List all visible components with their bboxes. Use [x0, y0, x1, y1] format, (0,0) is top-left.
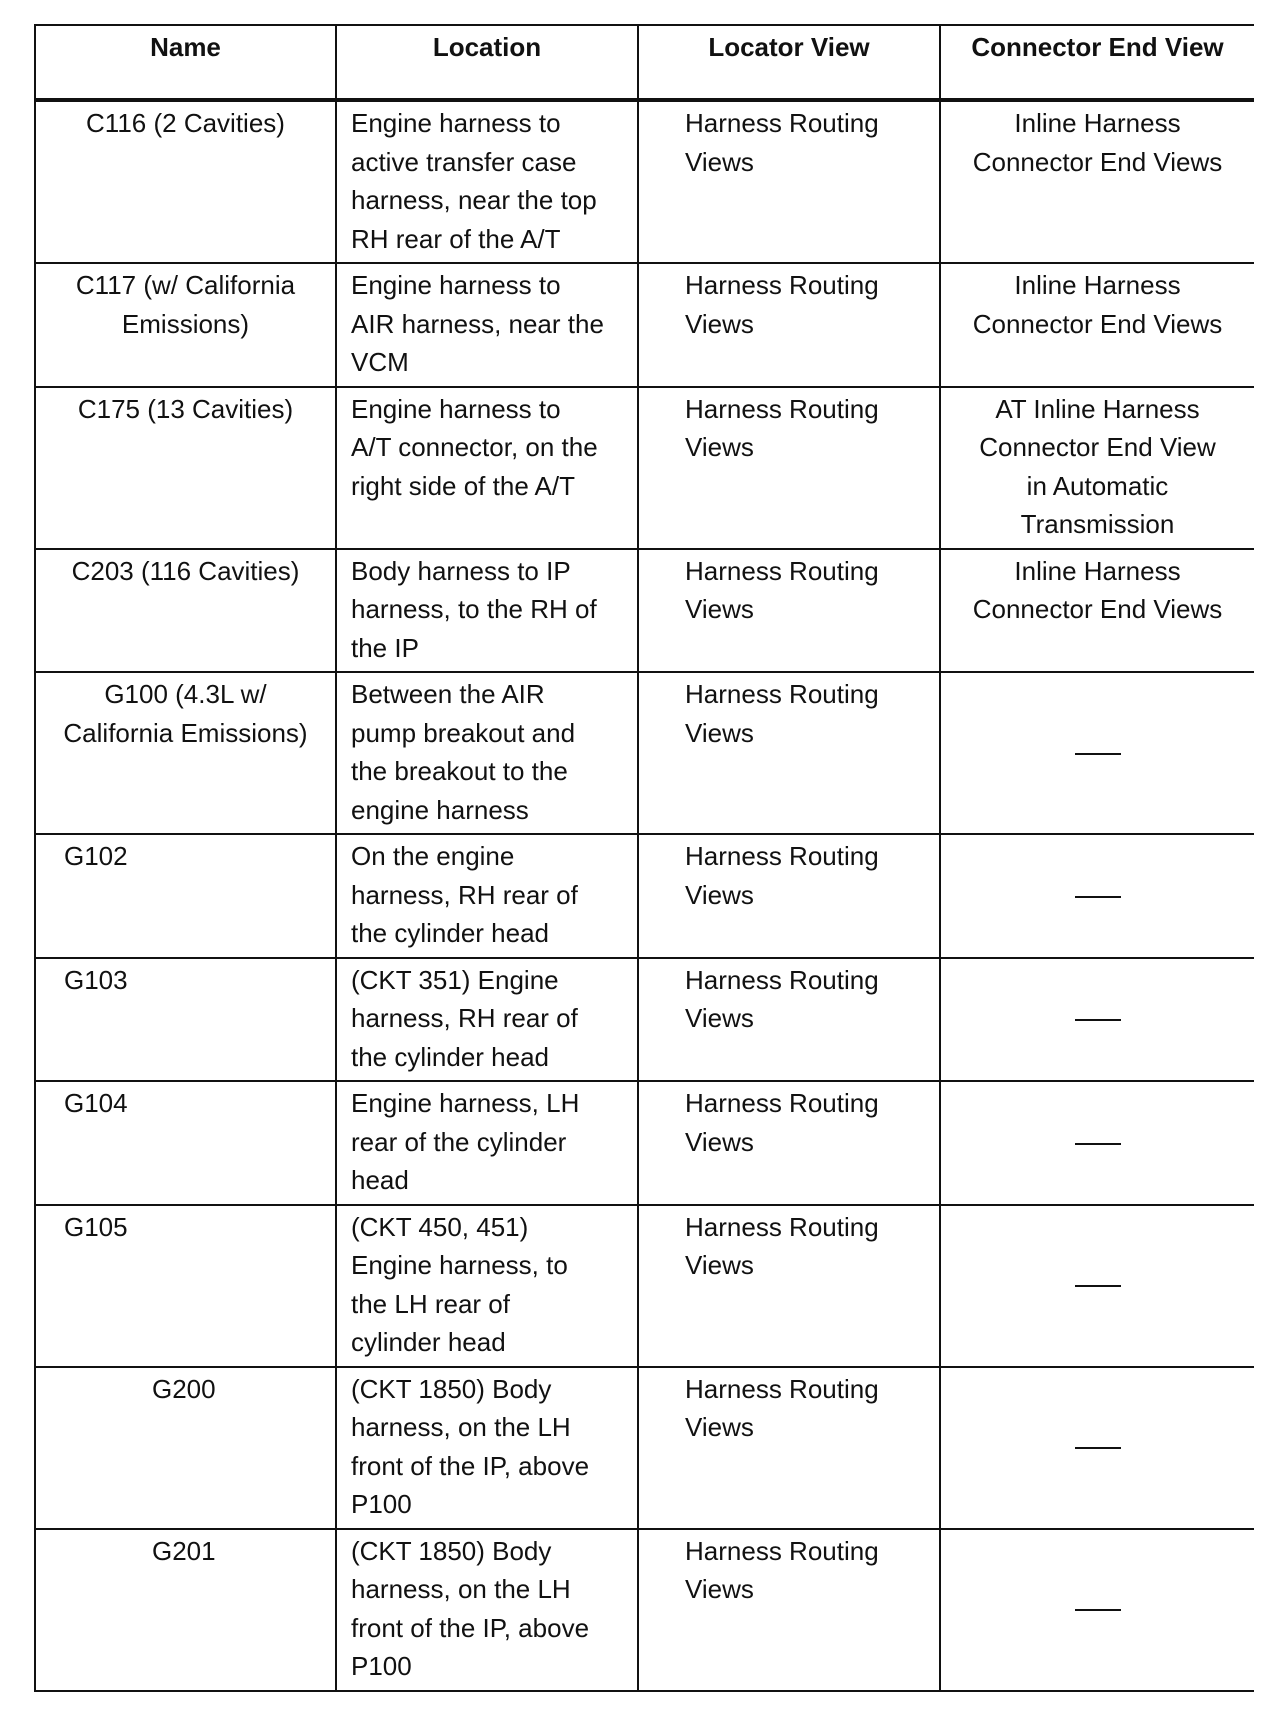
connector-end-view-cell	[940, 1205, 1254, 1367]
location-cell: Engine harness to AIR harness, near the VCM	[336, 263, 638, 387]
table-row	[35, 263, 1254, 387]
locator-view-cell: Harness Routing Views	[638, 1529, 940, 1691]
locator-view-cell: Harness Routing Views	[638, 1205, 940, 1367]
table-row	[35, 1529, 1254, 1691]
locator-view-cell: Harness Routing Views	[638, 263, 940, 387]
location-cell: Engine harness to A/T connector, on the right side of the A/T	[336, 387, 638, 549]
locator-view-cell: Harness Routing Views	[638, 1081, 940, 1205]
em-dash	[1075, 1285, 1121, 1287]
name-cell: G102	[35, 834, 336, 958]
location-cell: (CKT 450, 451) Engine harness, to the LH rear of cylinder head	[336, 1205, 638, 1367]
locator-view-cell: Harness Routing Views	[638, 1367, 940, 1529]
name-cell: C116 (2 Cavities)	[35, 100, 336, 263]
name-cell: G104	[35, 1081, 336, 1205]
connector-end-view-cell	[940, 672, 1254, 834]
locator-view-cell: Harness Routing Views	[638, 834, 940, 958]
em-dash	[1075, 1143, 1121, 1145]
connector-end-view-cell: Inline Harness Connector End Views	[940, 263, 1254, 387]
table-row	[35, 549, 1254, 673]
em-dash	[1075, 1447, 1121, 1449]
table-row	[35, 672, 1254, 834]
connector-end-view-cell: Inline Harness Connector End Views	[940, 549, 1254, 673]
name-cell: G201	[35, 1529, 336, 1691]
locator-view-cell: Harness Routing Views	[638, 672, 940, 834]
table-row	[35, 1081, 1254, 1205]
connector-end-view-cell	[940, 1529, 1254, 1691]
em-dash	[1075, 896, 1121, 898]
connector-end-view-cell	[940, 1367, 1254, 1529]
location-cell: (CKT 351) Engine harness, RH rear of the cylinder head	[336, 958, 638, 1082]
location-cell: (CKT 1850) Body harness, on the LH front of the IP, above P100	[336, 1529, 638, 1691]
name-cell: G103	[35, 958, 336, 1082]
table-row	[35, 1367, 1254, 1529]
locator-view-cell: Harness Routing Views	[638, 100, 940, 263]
document-page	[34, 24, 1254, 1724]
table-row	[35, 100, 1254, 263]
header-connector-end-view: Connector End View	[940, 25, 1254, 100]
location-cell: On the engine harness, RH rear of the cylinder head	[336, 834, 638, 958]
connector-end-view-cell	[940, 958, 1254, 1082]
table-row	[35, 834, 1254, 958]
name-cell: C175 (13 Cavities)	[35, 387, 336, 549]
name-cell: G100 (4.3L w/ California Emissions)	[35, 672, 336, 834]
table-row	[35, 958, 1254, 1082]
location-cell: Body harness to IP harness, to the RH of the IP	[336, 549, 638, 673]
name-cell: C117 (w/ California Emissions)	[35, 263, 336, 387]
connector-end-view-cell	[940, 834, 1254, 958]
harness-components-table	[34, 24, 1254, 1692]
table-row	[35, 1205, 1254, 1367]
em-dash	[1075, 1019, 1121, 1021]
name-cell: C203 (116 Cavities)	[35, 549, 336, 673]
header-locator-view: Locator View	[638, 25, 940, 100]
location-cell: Engine harness to active transfer case harness, near the top RH rear of the A/T	[336, 100, 638, 263]
header-location: Location	[336, 25, 638, 100]
name-cell: G200	[35, 1367, 336, 1529]
location-cell: Between the AIR pump breakout and the breakout to the engine harness	[336, 672, 638, 834]
connector-end-view-cell: Inline Harness Connector End Views	[940, 100, 1254, 263]
locator-view-cell: Harness Routing Views	[638, 387, 940, 549]
connector-end-view-cell	[940, 1081, 1254, 1205]
header-name: Name	[35, 25, 336, 100]
connector-end-view-cell: AT Inline Harness Connector End View in Automatic Transmission	[940, 387, 1254, 549]
table-header-row	[35, 25, 1254, 100]
location-cell: Engine harness, LH rear of the cylinder head	[336, 1081, 638, 1205]
table-row	[35, 387, 1254, 549]
locator-view-cell: Harness Routing Views	[638, 549, 940, 673]
em-dash	[1075, 753, 1121, 755]
locator-view-cell: Harness Routing Views	[638, 958, 940, 1082]
location-cell: (CKT 1850) Body harness, on the LH front of the IP, above P100	[336, 1367, 638, 1529]
name-cell: G105	[35, 1205, 336, 1367]
em-dash	[1075, 1609, 1121, 1611]
